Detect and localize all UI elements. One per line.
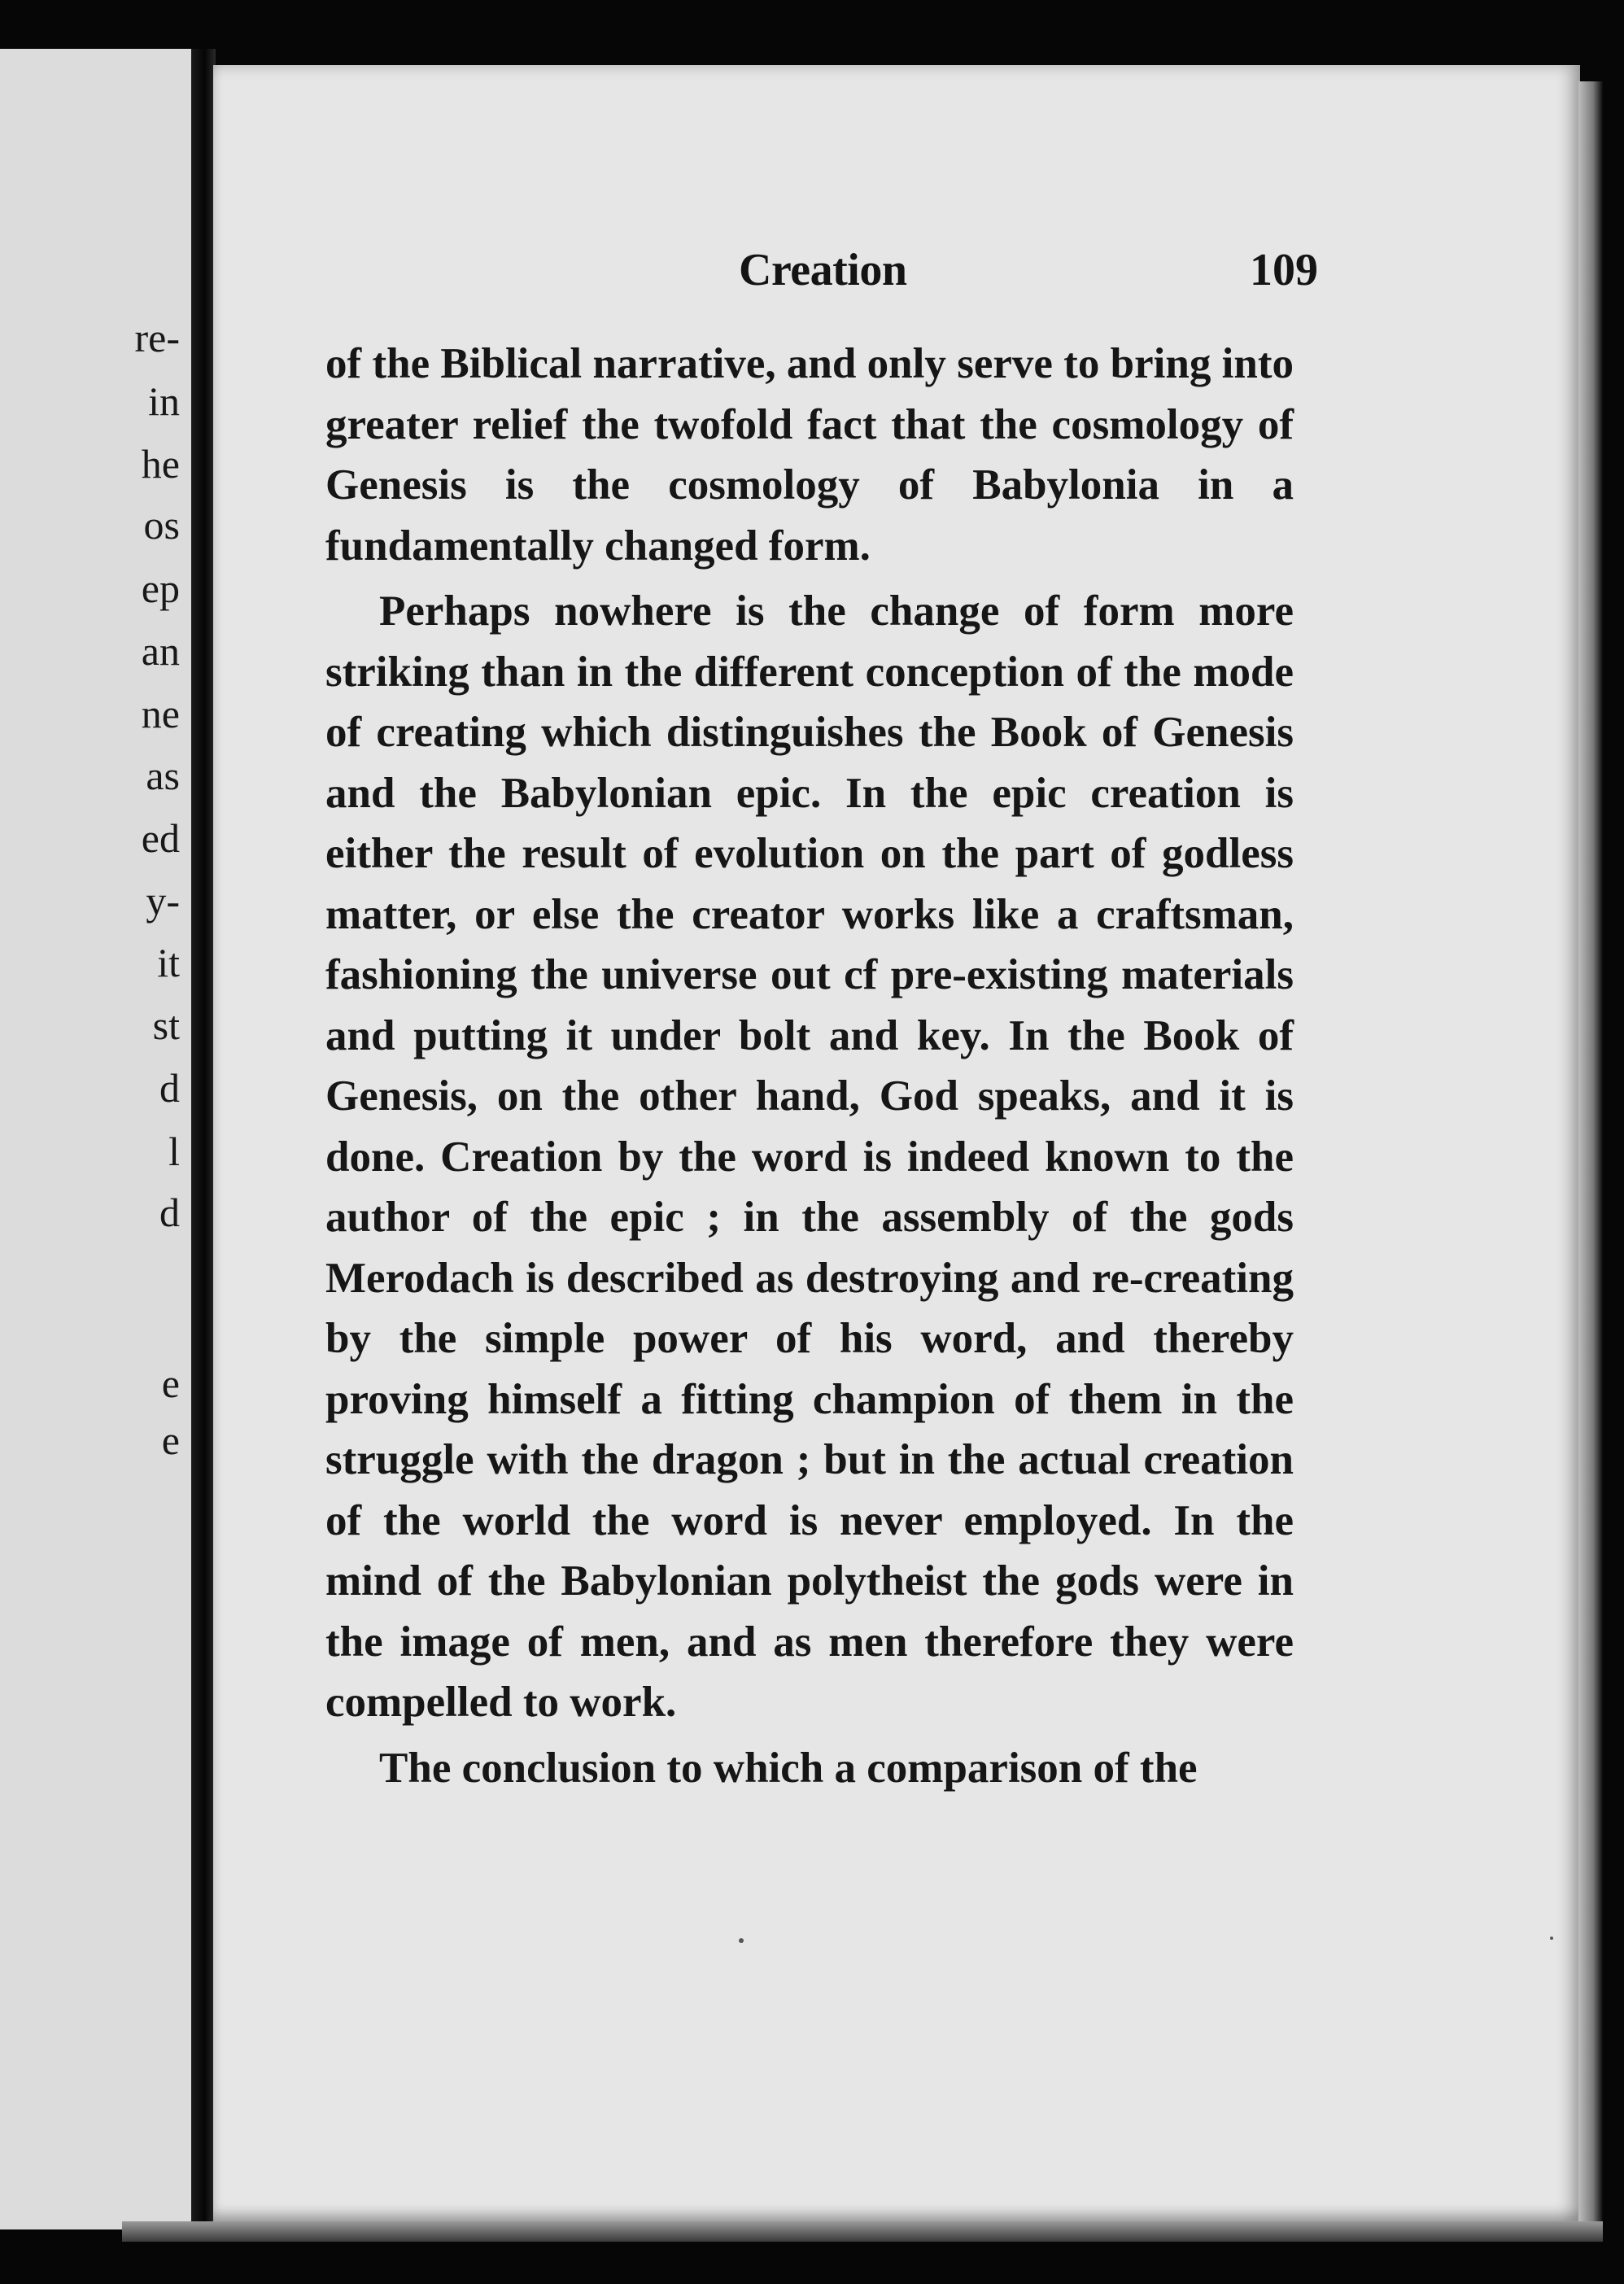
- left-fragment: it: [157, 940, 180, 985]
- print-speck: [1550, 1937, 1553, 1940]
- left-fragment: os: [143, 502, 180, 548]
- left-fragment: an: [141, 628, 180, 674]
- left-fragment: st: [152, 1002, 180, 1048]
- print-speck: [739, 1938, 744, 1943]
- left-fragment: ne: [141, 691, 180, 736]
- left-fragment: ed: [141, 815, 180, 861]
- paragraph: Perhaps nowhere is the change of form more striking than in the different conception of the mode of creating which distinguishes the Book of Genesis and the Babylonian epic. In the epic creation is either the result of evolution on the part of godless matter, or else the creator works like a craftsman, fashioning the universe out cf pre-existing materials and putting it under bolt and key. In the Book of Genesis, on the other hand, God speaks, and it is done. Creation by the word is indeed known to the author of the epic ; in the assembly of the gods Merodach is described as destroying and re-creating by the simple power of his word, and thereby proving himself a fitting champion of them in the struggle with the dragon ; but in the actual creation of the world the word is never employed. In the mind of the Babylonian polytheist the gods were in the image of men, and as men therefore they were compelled to work.: [325, 587, 1294, 1726]
- paragraph: The conclusion to which a comparison of the: [379, 1744, 1198, 1792]
- page-number: 109: [1250, 245, 1318, 295]
- left-fragment: e: [161, 1360, 180, 1406]
- left-fragment: as: [146, 753, 180, 798]
- left-fragment: in: [148, 378, 180, 424]
- body-text: [325, 334, 1294, 1798]
- paragraph: of the Biblical narrative, and only serve to bring into greater relief the twofold fact that the cosmology of Genesis is the cosmology of Babylonia in a fundamentally changed form.: [325, 340, 1294, 570]
- book-spine-gutter: [191, 49, 216, 2229]
- left-fragment: l: [168, 1129, 180, 1174]
- page-edge-right: [1578, 81, 1603, 2229]
- page-edge-bottom: [122, 2221, 1603, 2242]
- chapter-title: Creation: [739, 245, 907, 295]
- left-fragment: y-: [146, 878, 180, 924]
- left-fragment: ep: [141, 566, 180, 611]
- left-fragment: e: [161, 1417, 180, 1463]
- running-head: [325, 244, 1318, 309]
- left-fragment: d: [159, 1190, 180, 1235]
- left-fragment: d: [159, 1065, 180, 1111]
- left-facing-page: [0, 49, 191, 2229]
- left-fragment: he: [141, 441, 180, 487]
- left-fragment: re-: [134, 315, 180, 360]
